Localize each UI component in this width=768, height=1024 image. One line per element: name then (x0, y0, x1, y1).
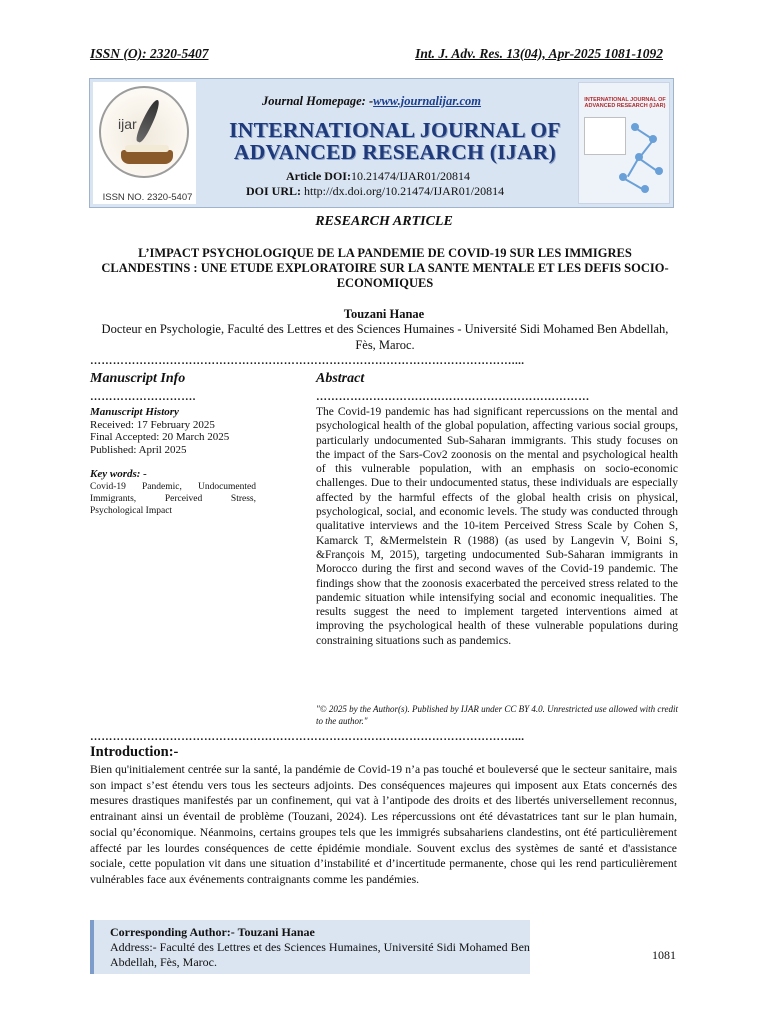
abstract-heading: Abstract (316, 371, 365, 386)
introduction-text: Bien qu'initialement centrée sur la santé, la pandémie de Covid-19 n’a pas touché et bouleversé que le secteur sanitaire, mais son impact s’est étendu vers tous les secteurs adjoints. Des conséquences majeures qui imposent aux Etats concernés des mesures drastiques manifestés par un confinement, qui vat à l’antipode des droits et des libertés universellement reconnus, entrainant ainsi un éventail de problème (Touzani, 2024). Les répercussions ont été dévastatrices tant sur le plan humain, social qu’économique. Néanmoins, certains groupes tels que les immigrés subsahariens clandestins, ont été particulièrement affecté par les lourdes conséquences de cette épidémie mondiale. Souvent exclus des systèmes de santé et d'assistance sociale, cette population vit dans une situation d’instabilité et d’incertitude permanente, chose qui les rend particulièrement vulnérables face aux événements contraignants comme les pandémies. (90, 763, 677, 886)
doi-url-link[interactable]: http://dx.doi.org/10.21474/IJAR01/20814 (304, 184, 505, 198)
logo-issn: ISSN NO. 2320-5407 (102, 192, 193, 203)
doi-url-label: DOI URL: (246, 184, 302, 198)
article-title: L’IMPACT PSYCHOLOGIQUE DE LA PANDEMIE DE COVID-19 SUR LES IMMIGRES CLANDESTINS : UNE ETUDE EXPLORATOIRE SUR LA SANTE MENTALE ET LES DEFIS SOCIO-ECONOMIQUES (101, 246, 669, 290)
journal-cover-image (578, 82, 670, 204)
doi-value: 10.21474/IJAR01/20814 (350, 169, 470, 183)
cover-title: INTERNATIONAL JOURNAL OF ADVANCED RESEARCH (IJAR) (584, 97, 666, 109)
molecule-bond (627, 157, 639, 177)
doi-url (246, 184, 504, 199)
separator: ………………………………………………………………………………………………….... (90, 355, 525, 367)
separator: ……………………………………………………………… (316, 391, 590, 403)
introduction-heading: Introduction:- (90, 744, 179, 760)
logo-text: ijar (118, 116, 137, 132)
homepage-label: Journal Homepage: - (262, 94, 374, 108)
history-heading: Manuscript History (90, 406, 179, 418)
abstract-text: The Covid-19 pandemic has had significant repercussions on the mental and psychological health of the global population, affecting various social groups, particularly undocumented Sub-Saharan immigrants. This study focuses on the impact of the Sars-Cov2 zoonosis on the mental and psychological health of this vulnerable population, with an emphasis on socio-economic challenges. Due to their undocumented status, these individuals are especially affected by the harmful effects of the global health crisis on physical, psychological, social, and economic levels. The study was conducted through qualitative interviews and the 10-item Perceived Stress Scale by Cohen S, Kamarck T, &Mermelstein R (1988) (as used by Langevin V, Boini S, &François M, 2015), targeting undocumented Sub-Saharan immigrants in Morocco during the first and second waves of the Covid-19 pandemic. The findings show that the zoonosis exacerbated the perceived stress related to the pandemic situation while intensifying social and economic inequalities. The results suggest the need to implement targeted interventions aimed at improving the psychological health of these vulnerable populations during constraining situations such as pandemics. (316, 406, 678, 647)
cover-thumbnail (584, 117, 626, 155)
author-affiliation: Docteur en Psychologie, Faculté des Lettres et des Sciences Humaines - Université Sidi Mohamed Ben Abdellah, Fès, Maroc. (101, 322, 669, 352)
journal-title: INTERNATIONAL JOURNAL OF ADVANCED RESEARCH (IJAR) (229, 118, 561, 164)
homepage-link[interactable]: www.journalijar.com (373, 94, 482, 108)
quill-icon (134, 98, 163, 144)
doi-label: Article DOI: (286, 169, 351, 183)
page-number: 1081 (652, 948, 676, 962)
journal-homepage (262, 94, 481, 109)
molecule-bond (639, 140, 654, 158)
corresponding-author-heading: Corresponding Author:- Touzani Hanae (110, 925, 315, 939)
published-date: Published: April 2025 (90, 443, 187, 456)
separator: ………………………………………………………………………………………………….... (90, 731, 525, 743)
manuscript-info-heading: Manuscript Info (90, 371, 186, 386)
separator: ………………………. (90, 391, 196, 403)
corresponding-author-box (90, 920, 530, 974)
journal-banner (89, 78, 674, 208)
manuscript-info (90, 406, 256, 517)
journal-logo (93, 82, 196, 204)
citation-header: Int. J. Adv. Res. 13(04), Apr-2025 1081-1092 (415, 46, 663, 61)
running-header (90, 46, 663, 62)
article-type: RESEARCH ARTICLE (315, 214, 453, 229)
accepted-date: Final Accepted: 20 March 2025 (90, 431, 230, 443)
issn-header: ISSN (O): 2320-5407 (90, 46, 209, 61)
received-date: Received: 17 February 2025 (90, 418, 215, 431)
molecule-bond (625, 178, 643, 189)
molecule-bond (640, 158, 661, 173)
license-note: "© 2025 by the Author(s). Published by IJAR under CC BY 4.0. Unrestricted use allowed with credit to the author." (316, 704, 678, 726)
article-doi (286, 169, 470, 184)
book-icon (121, 150, 173, 164)
author-name: Touzani Hanae (343, 307, 425, 321)
keywords-list: Covid-19 Pandemic, Undocumented Immigrants, Perceived Stress, Psychological Impact (90, 481, 256, 516)
molecule-node-icon (641, 185, 649, 193)
corresponding-address: Address:- Faculté des Lettres et des Sciences Humaines, Université Sidi Mohamed Ben Abdellah, Fès, Maroc. (110, 940, 530, 969)
keywords-heading: Key words: - (90, 468, 147, 480)
logo-emblem (99, 86, 189, 178)
